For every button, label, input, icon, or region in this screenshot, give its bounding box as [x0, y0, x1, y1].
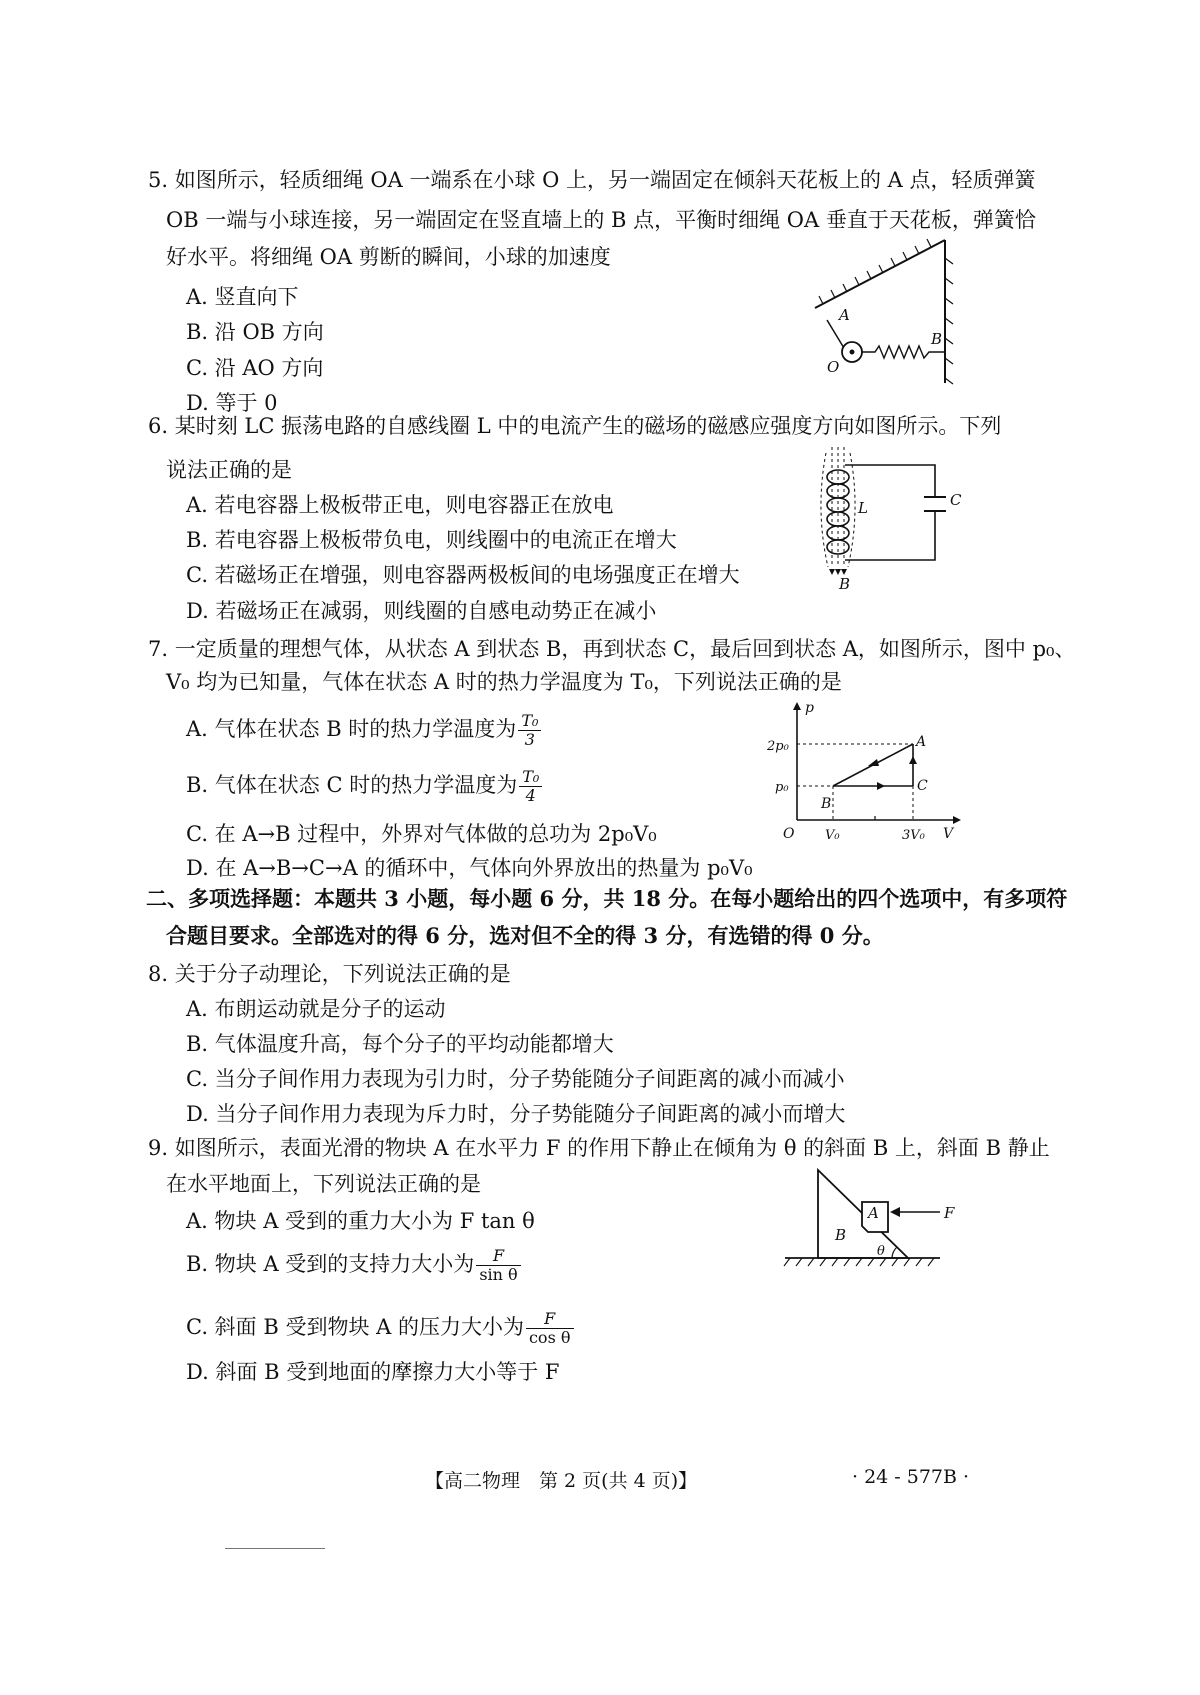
q5-stem-line-3: 好水平。将细绳 OA 剪断的瞬间，小球的加速度 — [166, 245, 611, 269]
q6-label-b: B — [839, 575, 851, 590]
section2-heading-line-1: 二、多项选择题：本题共 3 小题，每小题 6 分，共 18 分。在每小题给出的四个选项中，有多项符 — [146, 886, 1068, 911]
section2-heading-line-2: 合题目要求。全部选对的得 6 分，选对但不全的得 3 分，有选错的得 0 分。 — [166, 923, 884, 948]
q7-option-c: C. 在 A→B 过程中，外界对气体做的总功为 2p₀V₀ — [186, 822, 657, 846]
q7-option-b-numerator: T₀ — [519, 768, 542, 787]
q5-option-c: C. 沿 AO 方向 — [186, 356, 324, 380]
q9-option-b-fraction — [476, 1247, 520, 1284]
q9-option-b-numerator: F — [476, 1247, 520, 1266]
q5-option-b: B. 沿 OB 方向 — [186, 320, 324, 344]
q7-tick-2p0: 2p₀ — [767, 739, 789, 754]
q9-option-b-text: B. 物块 A 受到的支持力大小为 — [186, 1252, 475, 1276]
q5-label-o: O — [827, 358, 840, 376]
q7-option-b-fraction — [519, 768, 542, 805]
q9-option-c-numerator: F — [526, 1310, 574, 1329]
q7-axis-v: V — [943, 826, 954, 842]
q7-option-d: D. 在 A→B→C→A 的循环中，气体向外界放出的热量为 p₀V₀ — [186, 856, 753, 880]
q6-option-d: D. 若磁场正在减弱，则线圈的自感电动势正在减小 — [186, 599, 657, 623]
q7-option-a-numerator: T₀ — [518, 712, 541, 731]
q6-stem-line-2: 说法正确的是 — [166, 458, 292, 482]
q9-figure — [780, 1160, 970, 1275]
q6-option-b: B. 若电容器上极板带负电，则线圈中的电流正在增大 — [186, 528, 677, 552]
q7-stem-line-2: V₀ 均为已知量，气体在状态 A 时的热力学温度为 T₀，下列说法正确的是 — [166, 670, 842, 694]
q7-option-b-text: B. 气体在状态 C 时的热力学温度为 — [186, 773, 518, 797]
footer-divider — [225, 1548, 325, 1549]
q8-option-a: A. 布朗运动就是分子的运动 — [186, 997, 446, 1021]
q5-stem-line-2: OB 一端与小球连接，另一端固定在竖直墙上的 B 点，平衡时细绳 OA 垂直于天花板，弹簧恰 — [166, 208, 1036, 232]
q6-figure — [810, 445, 970, 590]
q7-stem-line-1: 7. 一定质量的理想气体，从状态 A 到状态 B，再到状态 C，最后回到状态 A，如图所示，图中 p₀、 — [148, 637, 1076, 661]
q8-option-d: D. 当分子间作用力表现为斥力时，分子势能随分子间距离的减小而增大 — [186, 1102, 846, 1126]
q6-option-a: A. 若电容器上极板带正电，则电容器正在放电 — [186, 493, 614, 517]
q5-stem-line-1: 5. 如图所示，轻质细绳 OA 一端系在小球 O 上，另一端固定在倾斜天花板上的 A 点，轻质弹簧 — [148, 168, 1036, 192]
q7-axis-p: p — [805, 700, 814, 716]
q7-tick-3v0: 3V₀ — [902, 828, 925, 843]
q7-option-a-text: A. 气体在状态 B 时的热力学温度为 — [186, 717, 517, 741]
q9-option-b-denominator: sin θ — [479, 1265, 518, 1284]
q8-option-b: B. 气体温度升高，每个分子的平均动能都增大 — [186, 1032, 614, 1056]
q9-option-c — [186, 1310, 574, 1347]
q6-stem-line-1: 6. 某时刻 LC 振荡电路的自感线圈 L 中的电流产生的磁场的磁感应强度方向如图所示。下列 — [148, 414, 1002, 438]
q9-option-c-text: C. 斜面 B 受到物块 A 的压力大小为 — [186, 1315, 524, 1339]
q9-stem-line-2: 在水平地面上，下列说法正确的是 — [166, 1172, 481, 1196]
q7-point-b: B — [821, 796, 832, 812]
q8-option-c: C. 当分子间作用力表现为引力时，分子势能随分子间距离的减小而减小 — [186, 1067, 845, 1091]
page-footer-code: · 24 - 577B · — [852, 1466, 970, 1488]
q7-point-c: C — [917, 778, 928, 794]
q9-option-b — [186, 1247, 521, 1284]
page-footer-center: 【高二物理 第 2 页(共 4 页)】 — [425, 1470, 698, 1492]
q9-label-theta: θ — [877, 1244, 885, 1259]
q5-label-b: B — [931, 330, 943, 348]
q5-label-a: A — [839, 306, 850, 324]
q9-label-a: A — [868, 1204, 879, 1222]
q9-option-c-denominator: cos θ — [528, 1328, 571, 1347]
q7-option-b — [186, 768, 542, 805]
q8-stem: 8. 关于分子动理论，下列说法正确的是 — [148, 962, 511, 986]
q9-label-f: F — [944, 1204, 955, 1222]
q9-option-c-fraction — [526, 1310, 574, 1347]
q6-label-c: C — [950, 491, 962, 509]
q5-figure — [805, 228, 970, 388]
q7-option-a-denominator: 3 — [524, 730, 535, 749]
q9-label-b: B — [835, 1226, 847, 1244]
q7-tick-v0: V₀ — [825, 828, 840, 843]
q5-option-a: A. 竖直向下 — [186, 285, 299, 309]
q6-option-c: C. 若磁场正在增强，则电容器两极板间的电场强度正在增大 — [186, 563, 740, 587]
q6-label-l: L — [858, 499, 868, 517]
q7-pv-diagram — [765, 698, 970, 848]
q7-point-a: A — [916, 734, 927, 750]
q9-stem-line-1: 9. 如图所示，表面光滑的物块 A 在水平力 F 的作用下静止在倾角为 θ 的斜面 B 上，斜面 B 静止 — [148, 1136, 1050, 1160]
q9-option-a: A. 物块 A 受到的重力大小为 F tan θ — [186, 1209, 535, 1233]
q5-option-d: D. 等于 0 — [186, 391, 278, 415]
q9-option-d: D. 斜面 B 受到地面的摩擦力大小等于 F — [186, 1360, 560, 1384]
q7-option-b-denominator: 4 — [525, 786, 536, 805]
q7-origin: O — [783, 826, 795, 842]
q7-option-a — [186, 712, 541, 749]
q7-tick-p0: p₀ — [775, 780, 789, 795]
q7-option-a-fraction — [518, 712, 541, 749]
